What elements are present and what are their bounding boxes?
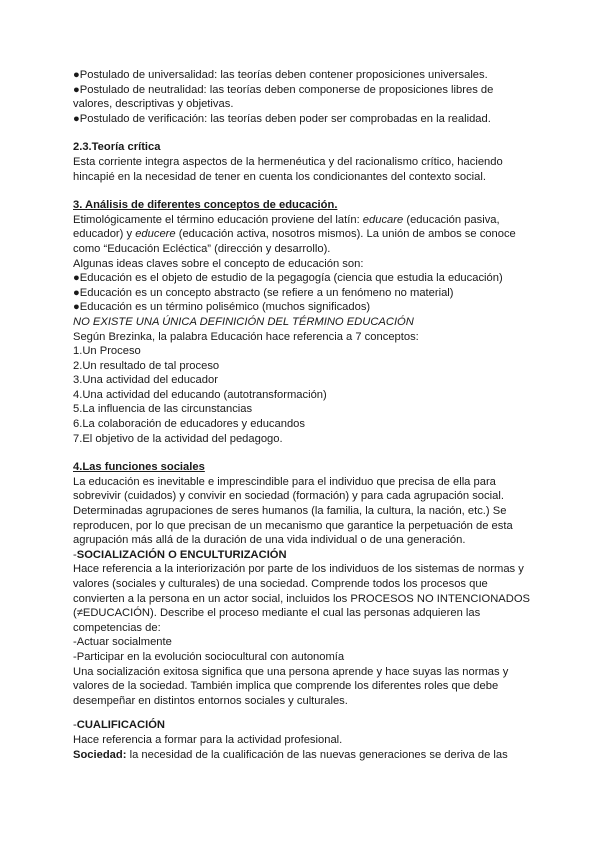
sociedad-label: Sociedad:	[73, 748, 127, 761]
section-heading-teoria-critica: 2.3.Teoría crítica	[73, 141, 161, 154]
paragraph: Hace referencia a formar para la actividad profesional.	[73, 733, 343, 746]
paragraph: Esta corriente integra aspectos de la hermenéutica y del racionalismo crítico, haciendo hincapié en la necesidad de tener en cuenta los condicionantes del contexto social.	[73, 155, 503, 183]
list-item: ●Postulado de verificación: las teorías deben poder ser comprobadas en la realidad.	[73, 112, 491, 125]
list-item: ●Educación es un término polisémico (muchos significados)	[73, 301, 371, 314]
ideas-list	[73, 271, 533, 315]
text: Etimológicamente el término educación proviene del latín:	[73, 213, 363, 226]
subheading-socializacion	[73, 548, 533, 563]
list-item: 2.Un resultado de tal proceso	[73, 359, 220, 372]
paragraph: La educación es inevitable e imprescindible para el individuo que precisa de ella para sobrevivir (cuidados) y convivir en sociedad (formación) y para cada agrupación social. Determinadas agrupaciones de seres humanos (la familia, la cultura, la nación, etc.) Se reproducen, por lo que precisan de un mecanismo que garantice la perpetuación de esta agrupación más allá de la duración de una vida individual o de una generación.	[73, 475, 513, 547]
text: (educación activa, nosotros mismos). La unión de ambos se conoce como “Educación Ecléctica” (dirección y desarrollo).	[73, 228, 516, 255]
emphasis-line: NO EXISTE UNA ÚNICA DEFINICIÓN DEL TÉRMINO EDUCACIÓN	[73, 315, 414, 328]
paragraph: Según Brezinka, la palabra Educación hace referencia a 7 conceptos:	[73, 330, 419, 343]
document-content	[73, 68, 533, 762]
paragraph: Algunas ideas claves sobre el concepto de educación son:	[73, 257, 364, 270]
list-item: 5.La influencia de las circunstancias	[73, 403, 253, 416]
paragraph-etimologia	[73, 213, 533, 257]
subheading-cualificacion	[73, 718, 533, 733]
paragraph: Hace referencia a la interiorización por parte de los individuos de los sistemas de normas y valores (sociales y culturales) de una sociedad. Comprende todos los procesos que convierten a la persona en un actor social, incluidos los PROCESOS NO INTENCIONADOS (≠EDUCACIÓN). Describe el proceso mediante el cual las personas adquieren las competencias de:	[73, 563, 531, 634]
section-heading-analisis: 3. Análisis de diferentes conceptos de educación.	[73, 199, 338, 212]
list-item: -Participar en la evolución sociocultural con autonomía	[73, 650, 345, 663]
latin-term-educere: educere	[135, 228, 176, 241]
list-item: 3.Una actividad del educador	[73, 374, 218, 387]
paragraph: Una socialización exitosa significa que una persona aprende y hace suyas las normas y valores de la sociedad. También implica que comprende los diferentes roles que debe desempeñar en distintos entornos sociales y culturales.	[73, 665, 509, 707]
list-item: -Actuar socialmente	[73, 636, 172, 649]
list-item: 6.La colaboración de educadores y educandos	[73, 418, 305, 431]
text: (educación pasiva, educador) y	[73, 213, 500, 241]
conceptos-list	[73, 344, 533, 446]
list-item: ●Educación es el objeto de estudio de la pegagogía (ciencia que estudia la educación)	[73, 272, 503, 285]
latin-term-educare: educare	[362, 213, 404, 226]
dash: -	[73, 548, 77, 561]
list-item: 1.Un Proceso	[73, 345, 141, 358]
section-heading-funciones-sociales: 4.Las funciones sociales	[73, 461, 205, 474]
list-item: 4.Una actividad del educando (autotransformación)	[73, 388, 327, 401]
subheading-text: SOCIALIZACIÓN O ENCULTURIZACIÓN	[76, 548, 287, 561]
list-item: ●Postulado de neutralidad: las teorías deben componerse de proposiciones libres de valores, descriptivas y objetivas.	[73, 83, 494, 111]
paragraph-sociedad	[73, 748, 533, 763]
postulados-list	[73, 68, 533, 126]
list-item: ●Postulado de universalidad: las teorías deben contener proposiciones universales.	[73, 69, 488, 81]
text: la necesidad de la cualificación de las nuevas generaciones se deriva de las	[126, 748, 508, 761]
list-item: ●Educación es un concepto abstracto (se refiere a un fenómeno no material)	[73, 286, 454, 299]
dash: -	[73, 719, 77, 732]
subheading-text: CUALIFICACIÓN	[76, 719, 165, 732]
list-item: 7.El objetivo de la actividad del pedagogo.	[73, 432, 283, 445]
